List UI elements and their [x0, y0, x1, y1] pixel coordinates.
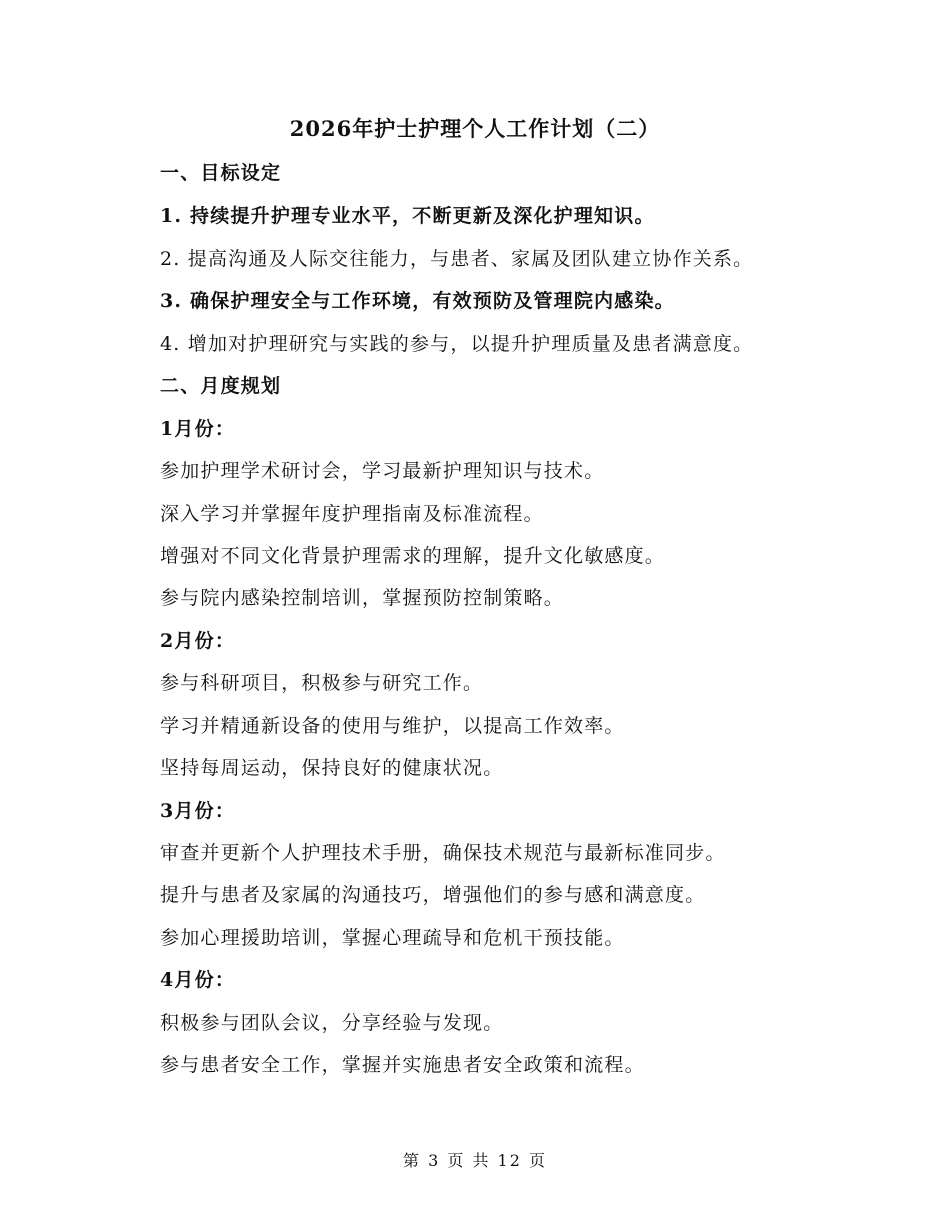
list-item: 提升与患者及家属的沟通技巧，增强他们的参与感和满意度。 — [160, 884, 706, 906]
list-item: 参与患者安全工作，掌握并实施患者安全政策和流程。 — [160, 1054, 645, 1076]
list-item: 学习并精通新设备的使用与维护，以提高工作效率。 — [160, 715, 625, 737]
goal-item-2: 2. 提高沟通及人际交往能力，与患者、家属及团队建立协作关系。 — [160, 248, 754, 270]
goal-item-3: 3. 确保护理安全与工作环境，有效预防及管理院内感染。 — [160, 290, 675, 312]
goal-item-1: 1. 持续提升护理专业水平，不断更新及深化护理知识。 — [160, 205, 655, 227]
list-item: 深入学习并掌握年度护理指南及标准流程。 — [160, 503, 544, 525]
list-item: 参加心理援助培训，掌握心理疏导和危机干预技能。 — [160, 927, 625, 949]
list-item: 参与院内感染控制培训，掌握预防控制策略。 — [160, 587, 565, 609]
list-item: 参与科研项目，积极参与研究工作。 — [160, 672, 484, 694]
month-heading-3: 3月份： — [160, 800, 236, 822]
page-number-footer: 第 3 页 共 12 页 — [403, 1151, 547, 1170]
list-item: 参加护理学术研讨会，学习最新护理知识与技术。 — [160, 460, 605, 482]
list-item: 审查并更新个人护理技术手册，确保技术规范与最新标准同步。 — [160, 842, 726, 864]
list-item: 积极参与团队会议，分享经验与发现。 — [160, 1012, 504, 1034]
goal-item-4: 4. 增加对护理研究与实践的参与，以提升护理质量及患者满意度。 — [160, 333, 754, 355]
document-title: 2026年护士护理个人工作计划（二） — [289, 116, 661, 141]
section-heading-monthly: 二、月度规划 — [160, 375, 282, 397]
list-item: 增强对不同文化背景护理需求的理解，提升文化敏感度。 — [160, 545, 666, 567]
month-heading-1: 1月份： — [160, 418, 236, 440]
month-heading-2: 2月份： — [160, 630, 236, 652]
section-heading-goals: 一、目标设定 — [160, 162, 282, 184]
list-item: 坚持每周运动，保持良好的健康状况。 — [160, 757, 504, 779]
month-heading-4: 4月份： — [160, 969, 236, 991]
